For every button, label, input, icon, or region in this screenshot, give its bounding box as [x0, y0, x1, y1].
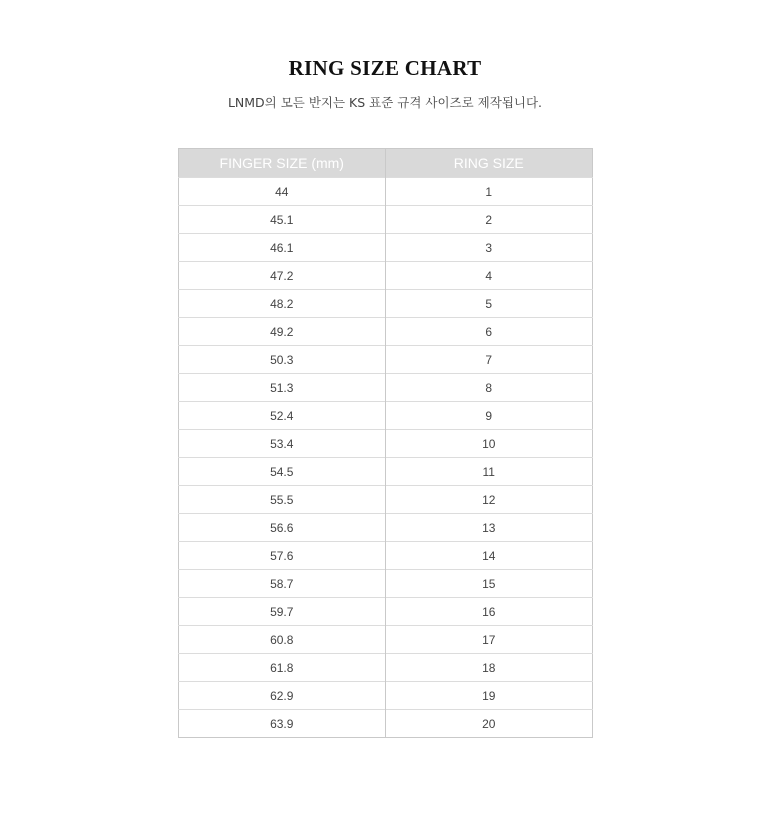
table-row — [179, 430, 593, 458]
table-row — [179, 682, 593, 710]
ring-size-cell: 16 — [385, 598, 592, 626]
ring-size-cell: 1 — [385, 178, 592, 206]
table-row — [179, 402, 593, 430]
ring-size-cell: 11 — [385, 458, 592, 486]
finger-size-cell: 55.5 — [179, 486, 386, 514]
table-row — [179, 654, 593, 682]
table-row — [179, 178, 593, 206]
ring-size-cell: 2 — [385, 206, 592, 234]
table-body — [179, 178, 593, 738]
table-row — [179, 346, 593, 374]
ring-size-cell: 12 — [385, 486, 592, 514]
table-row — [179, 234, 593, 262]
finger-size-cell: 52.4 — [179, 402, 386, 430]
ring-size-cell: 6 — [385, 318, 592, 346]
table-row — [179, 486, 593, 514]
finger-size-cell: 63.9 — [179, 710, 386, 738]
finger-size-cell: 61.8 — [179, 654, 386, 682]
ring-size-cell: 14 — [385, 542, 592, 570]
header-ring-size: RING SIZE — [385, 149, 592, 178]
ring-size-cell: 13 — [385, 514, 592, 542]
finger-size-cell: 44 — [179, 178, 386, 206]
finger-size-cell: 49.2 — [179, 318, 386, 346]
ring-size-cell: 20 — [385, 710, 592, 738]
table-row — [179, 262, 593, 290]
ring-size-cell: 15 — [385, 570, 592, 598]
ring-size-cell: 4 — [385, 262, 592, 290]
finger-size-cell: 51.3 — [179, 374, 386, 402]
table-row — [179, 290, 593, 318]
finger-size-cell: 47.2 — [179, 262, 386, 290]
ring-size-cell: 19 — [385, 682, 592, 710]
table-row — [179, 542, 593, 570]
finger-size-cell: 57.6 — [179, 542, 386, 570]
table-row — [179, 458, 593, 486]
ring-size-cell: 7 — [385, 346, 592, 374]
finger-size-cell: 50.3 — [179, 346, 386, 374]
ring-size-cell: 5 — [385, 290, 592, 318]
finger-size-cell: 46.1 — [179, 234, 386, 262]
page-title: RING SIZE CHART — [288, 56, 482, 80]
ring-size-cell: 3 — [385, 234, 592, 262]
finger-size-cell: 59.7 — [179, 598, 386, 626]
finger-size-cell: 48.2 — [179, 290, 386, 318]
table-row — [179, 206, 593, 234]
table-row — [179, 570, 593, 598]
finger-size-cell: 45.1 — [179, 206, 386, 234]
ring-size-cell: 18 — [385, 654, 592, 682]
ring-size-cell: 17 — [385, 626, 592, 654]
finger-size-cell: 60.8 — [179, 626, 386, 654]
page-subtitle: LNMD의 모든 반지는 KS 표준 규격 사이즈로 제작됩니다. — [227, 95, 543, 110]
ring-size-cell: 8 — [385, 374, 592, 402]
table-row — [179, 598, 593, 626]
table-row — [179, 318, 593, 346]
finger-size-cell: 62.9 — [179, 682, 386, 710]
finger-size-cell: 56.6 — [179, 514, 386, 542]
table-header — [179, 149, 593, 178]
table-header-row — [179, 149, 593, 178]
table-row — [179, 514, 593, 542]
ring-size-table — [178, 148, 593, 738]
header-finger-size: FINGER SIZE (mm) — [179, 149, 386, 178]
finger-size-cell: 54.5 — [179, 458, 386, 486]
table-row — [179, 710, 593, 738]
table-row — [179, 374, 593, 402]
ring-size-cell: 9 — [385, 402, 592, 430]
ring-size-cell: 10 — [385, 430, 592, 458]
table-row — [179, 626, 593, 654]
finger-size-cell: 53.4 — [179, 430, 386, 458]
finger-size-cell: 58.7 — [179, 570, 386, 598]
